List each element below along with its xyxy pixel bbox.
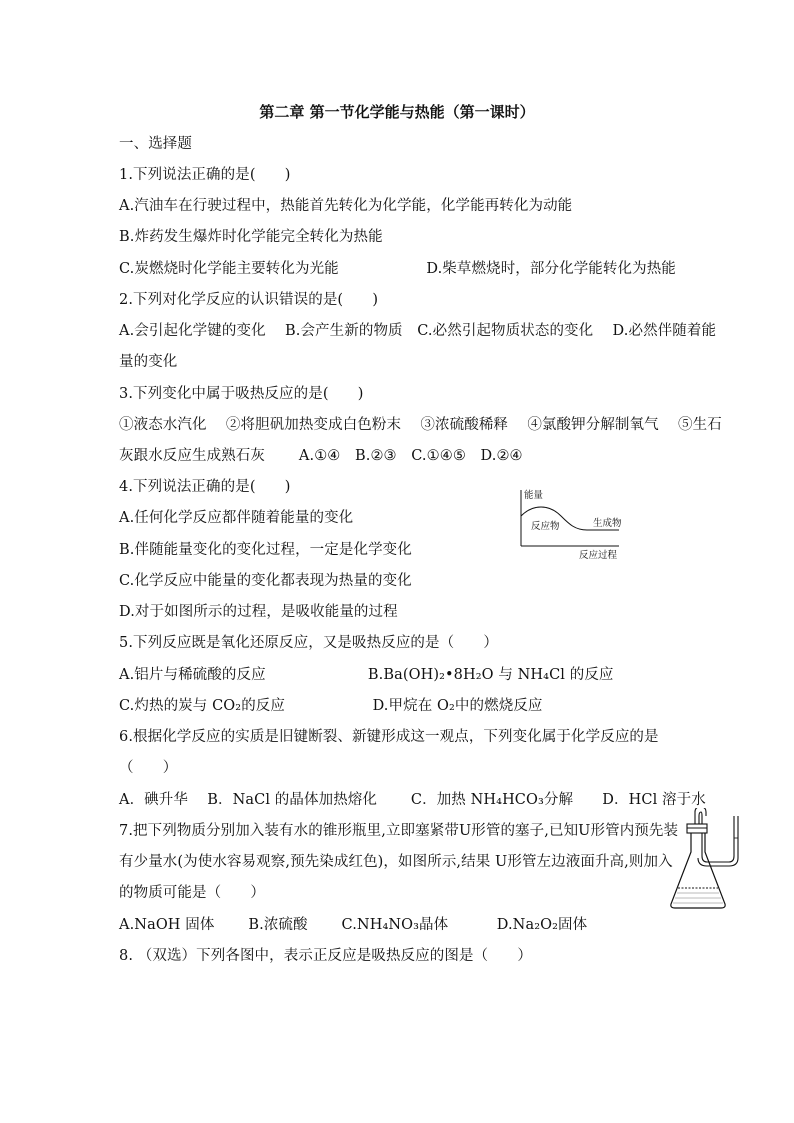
question-2-options-cont: 量的变化 xyxy=(119,354,178,370)
x-axis-label: 反应过程 xyxy=(579,550,618,561)
question-6-options: A．碘升华 B．NaCl 的晶体加热熔化 C．加热 NH₄HCO₃分解 D．HCl 溶于水 xyxy=(119,792,706,808)
water-hatching xyxy=(673,893,723,903)
question-4-stem: 4.下列说法正确的是( ) xyxy=(119,479,291,495)
question-1-option-b: B.炸药发生爆炸时化学能完全转化为热能 xyxy=(119,229,383,245)
question-4-option-b: B.伴随能量变化的变化过程，一定是化学变化 xyxy=(119,542,412,558)
question-4-option-c: C.化学反应中能量的变化都表现为热量的变化 xyxy=(119,573,412,589)
question-1-option-a: A.汽油车在行驶过程中，热能首先转化为化学能，化学能再转化为动能 xyxy=(119,198,573,214)
page-title: 第二章 第一节化学能与热能（第一课时） xyxy=(259,103,535,121)
question-5-options-cd: C.灼热的炭与 CO₂的反应 D.甲烷在 O₂中的燃烧反应 xyxy=(119,698,543,714)
u-tube xyxy=(695,808,738,866)
question-5-options-ab: A.铝片与稀硫酸的反应 B.Ba(OH)₂•8H₂O 与 NH₄Cl 的反应 xyxy=(119,667,614,683)
product-label: 生成物 xyxy=(593,518,622,529)
question-6-stem: 6.根据化学反应的实质是旧键断裂、新键形成这一观点，下列变化属于化学反应的是 xyxy=(119,729,659,745)
question-3-items: ①液态水汽化 ②将胆矾加热变成白色粉末 ③浓硫酸稀释 ④氯酸钾分解制氧气 ⑤生石 xyxy=(119,417,722,433)
y-axis-label: 能量 xyxy=(524,490,544,501)
question-5-stem: 5.下列反应既是氧化还原反应，又是吸热反应的是（ ） xyxy=(119,635,499,651)
section-heading: 一、选择题 xyxy=(119,136,192,152)
question-6-blank: （ ） xyxy=(119,760,178,776)
question-2-stem: 2.下列对化学反应的认识错误的是( ) xyxy=(119,292,379,308)
question-3-options: 灰跟水反应生成熟石灰 A.①④ B.②③ C.①④⑤ D.②④ xyxy=(119,448,523,464)
question-1-option-cd: C.炭燃烧时化学能主要转化为光能 D.柴草燃烧时，部分化学能转化为热能 xyxy=(119,261,676,277)
reactant-label: 反应物 xyxy=(531,521,560,532)
energy-diagram xyxy=(515,486,635,562)
flask-u-tube-illustration xyxy=(665,808,745,913)
question-7-stem-end: 的物质可能是（ ） xyxy=(119,885,265,901)
question-4-option-a: A.任何化学反应都伴随着能量的变化 xyxy=(119,510,354,526)
question-1-stem: 1.下列说法正确的是( ) xyxy=(119,167,291,183)
question-7-stem: 7.把下列物质分别加入装有水的锥形瓶里,立即塞紧带U形管的塞子,已知U形管内预先装 xyxy=(119,823,679,839)
question-2-options: A.会引起化学键的变化 B.会产生新的物质 C.必然引起物质状态的变化 D.必然伴随着能 xyxy=(119,323,717,339)
question-7-stem-cont: 有少量水(为使水容易观察,预先染成红色)，如图所示,结果 U形管左边液面升高,则加入 xyxy=(119,854,673,870)
question-3-stem: 3.下列变化中属于吸热反应的是( ) xyxy=(119,386,364,402)
question-8-stem: 8. （双选）下列各图中，表示正反应是吸热反应的图是（ ） xyxy=(119,948,532,964)
question-4-option-d: D.对于如图所示的过程，是吸收能量的过程 xyxy=(119,604,398,620)
question-7-options: A.NaOH 固体 B.浓硫酸 C.NH₄NO₃晶体 D.Na₂O₂固体 xyxy=(119,917,588,933)
flask-body xyxy=(671,833,725,908)
